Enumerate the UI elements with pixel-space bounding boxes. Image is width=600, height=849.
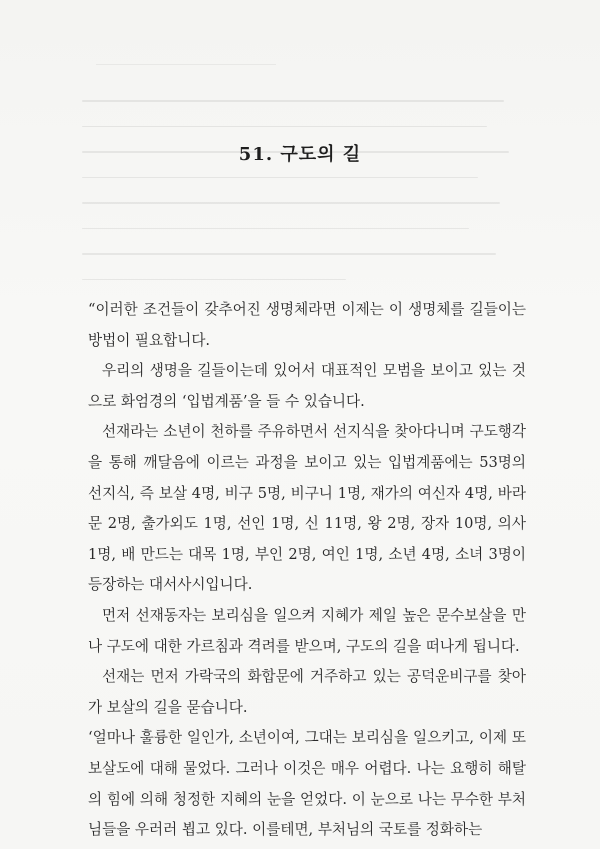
bleed-line	[82, 126, 487, 128]
paragraph-6-text: ‘얼마나 훌륭한 일인가, 소년이여, 그대는 보리심을 일으키고, 이제 또 보살도에 대해 물었다. 그러나 이것은 매우 어렵다. 나는 요행히 해탈의 힘에 의해 청정한 지혜의 눈을 얻었다. 이 눈으로 나는 무수한 부처님들을 우러러 뵙고 있다. 이를테면, 부처님의 국토를 정화하는	[88, 729, 526, 839]
paragraph-3	[88, 417, 526, 601]
body-text	[88, 295, 526, 846]
bleed-line	[82, 177, 478, 179]
bleed-line	[82, 100, 504, 102]
paragraph-6	[88, 723, 526, 845]
page-fold-mark	[96, 64, 276, 65]
bleed-line	[82, 228, 469, 230]
paragraph-5-text: 선재는 먼저 가락국의 화합문에 거주하고 있는 공덕운비구를 찾아가 보살의 길을 묻습니다.	[88, 668, 526, 716]
paragraph-4	[88, 601, 526, 662]
bleed-line	[82, 253, 496, 255]
paragraph-2-text: 우리의 생명을 길들이는데 있어서 대표적인 모범을 보이고 있는 것으로 화엄경의 ‘입법계품’을 들 수 있습니다.	[88, 362, 526, 410]
paragraph-4-text: 먼저 선재동자는 보리심을 일으켜 지혜가 제일 높은 문수보살을 만나 구도에 대한 가르침과 격려를 받으며, 구도의 길을 떠나게 됩니다.	[88, 606, 526, 655]
paragraph-2	[88, 356, 526, 417]
bleed-line	[82, 202, 500, 204]
paragraph-1-text: “이러한 조건들이 갖추어진 생명체라면 이제는 이 생명체를 길들이는 방법이 필요합니다.	[88, 301, 526, 349]
paragraph-5	[88, 662, 526, 723]
bleed-line	[82, 279, 346, 281]
paragraph-1	[88, 295, 526, 356]
paragraph-3-text: 선재라는 소년이 천하를 주유하면서 선지식을 찾아다니며 구도행각을 통해 깨달음에 이르는 과정을 보이고 있는 입법계품에는 53명의 선지식, 즉 보살 4명, 비구 5명, 비구니 1명, 재가의 여신자 4명, 바라문 2명, 출가외도 1명, 선인 1명, 신 11명, 왕 2명, 장자 10명, 의사 1명, 배 만드는 대목 1명, 부인 2명, 여인 1명, 소년 4명, 소녀 3명이 등장하는 대서사시입니다.	[88, 423, 526, 594]
page-title: 51. 구도의 길	[238, 144, 362, 166]
